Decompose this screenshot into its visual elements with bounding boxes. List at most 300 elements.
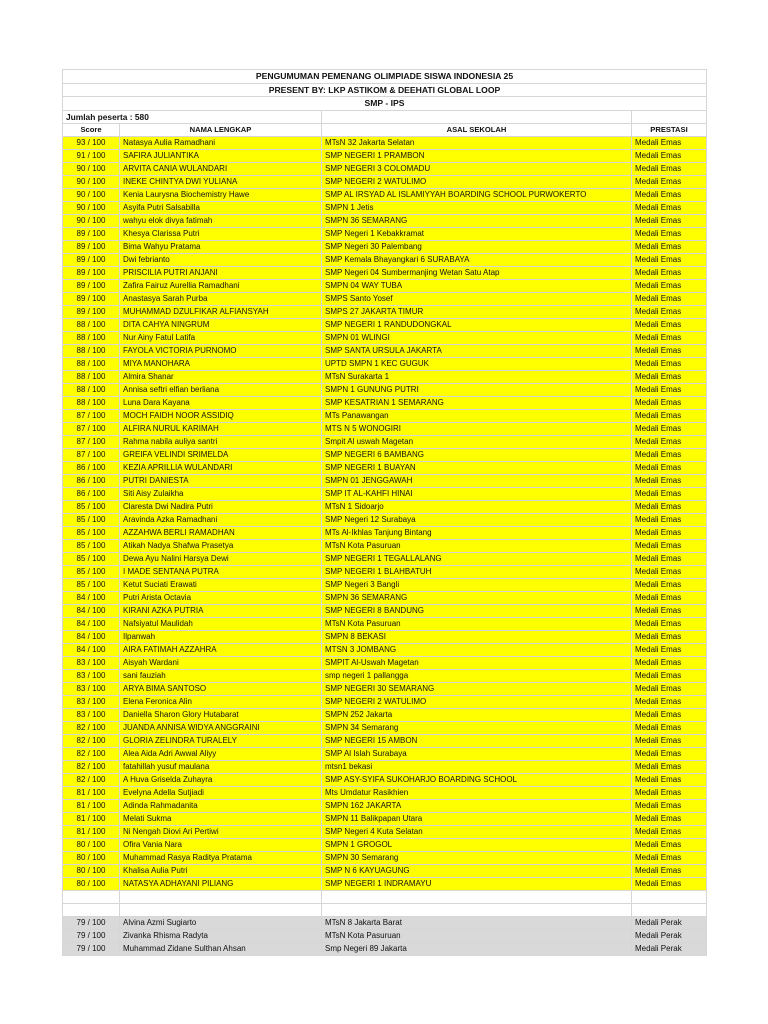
table-row: [63, 539, 707, 552]
score-cell: 88 / 100: [63, 396, 120, 409]
empty-cell: [120, 903, 322, 916]
table-row: [63, 591, 707, 604]
score-cell: 85 / 100: [63, 578, 120, 591]
name-cell: INEKE CHINTYA DWI YULIANA: [120, 175, 322, 188]
score-cell: 79 / 100: [63, 942, 120, 955]
name-cell: AIRA FATIMAH AZZAHRA: [120, 643, 322, 656]
name-cell: Nafsiyatul Maulidah: [120, 617, 322, 630]
school-cell: SMP N 6 KAYUAGUNG: [322, 864, 632, 877]
name-cell: Daniella Sharon Glory Hutabarat: [120, 708, 322, 721]
score-cell: 84 / 100: [63, 591, 120, 604]
table-row: [63, 266, 707, 279]
school-cell: SMPN 34 Semarang: [322, 721, 632, 734]
name-cell: Khalisa Aulia Putri: [120, 864, 322, 877]
table-row: [63, 838, 707, 851]
school-cell: MTsN Surakarta 1: [322, 370, 632, 383]
table-row: [63, 253, 707, 266]
name-cell: Alea Aida Adri Awwal Aliyy: [120, 747, 322, 760]
school-cell: Smpit Al uswah Magetan: [322, 435, 632, 448]
prize-cell: Medali Emas: [632, 435, 707, 448]
table-row: [63, 214, 707, 227]
school-cell: SMP SANTA URSULA JAKARTA: [322, 344, 632, 357]
prize-cell: Medali Emas: [632, 266, 707, 279]
prize-cell: Medali Emas: [632, 747, 707, 760]
score-cell: 88 / 100: [63, 357, 120, 370]
prize-cell: Medali Emas: [632, 461, 707, 474]
prize-cell: Medali Emas: [632, 136, 707, 149]
prize-cell: Medali Emas: [632, 448, 707, 461]
table-row: [63, 812, 707, 825]
table-row: [63, 513, 707, 526]
name-cell: Muhammad Zidane Sulthan Ahsan: [120, 942, 322, 955]
table-row: [63, 773, 707, 786]
table-row: [63, 136, 707, 149]
score-cell: 82 / 100: [63, 734, 120, 747]
table-row: [63, 396, 707, 409]
score-cell: 84 / 100: [63, 643, 120, 656]
school-cell: SMP NEGERI 1 BLAHBATUH: [322, 565, 632, 578]
school-cell: SMPN 01 WLINGI: [322, 331, 632, 344]
school-cell: SMPN 1 Jetis: [322, 201, 632, 214]
name-cell: I MADE SENTANA PUTRA: [120, 565, 322, 578]
score-cell: 83 / 100: [63, 682, 120, 695]
prize-cell: Medali Emas: [632, 227, 707, 240]
table-row: [63, 786, 707, 799]
prize-cell: Medali Perak: [632, 929, 707, 942]
table-row: [63, 578, 707, 591]
prize-cell: Medali Emas: [632, 370, 707, 383]
table-row: [63, 916, 707, 929]
name-cell: Nur Ainy Fatul Latifa: [120, 331, 322, 344]
name-cell: KEZIA APRILLIA WULANDARI: [120, 461, 322, 474]
empty-row: [63, 903, 707, 916]
school-cell: smp negeri 1 pallangga: [322, 669, 632, 682]
name-cell: fatahillah yusuf maulana: [120, 760, 322, 773]
table-row: [63, 175, 707, 188]
school-cell: SMP Negeri 4 Kuta Selatan: [322, 825, 632, 838]
score-cell: 82 / 100: [63, 760, 120, 773]
prize-cell: Medali Emas: [632, 643, 707, 656]
prize-cell: Medali Emas: [632, 279, 707, 292]
name-cell: Zafira Fairuz Aurellia Ramadhani: [120, 279, 322, 292]
school-cell: Smp Negeri 89 Jakarta: [322, 942, 632, 955]
name-cell: wahyu elok divya fatimah: [120, 214, 322, 227]
prize-cell: Medali Emas: [632, 357, 707, 370]
school-cell: SMP Al Islah Surabaya: [322, 747, 632, 760]
name-cell: Zivanka Rhisma Radyta: [120, 929, 322, 942]
score-cell: 83 / 100: [63, 708, 120, 721]
name-cell: Ilpanwah: [120, 630, 322, 643]
name-cell: Annisa seftri elfian berliana: [120, 383, 322, 396]
table-row: [63, 474, 707, 487]
school-cell: SMPN 36 SEMARANG: [322, 214, 632, 227]
score-cell: 85 / 100: [63, 552, 120, 565]
empty-cell: [63, 903, 120, 916]
school-cell: SMP Kemala Bhayangkari 6 SURABAYA: [322, 253, 632, 266]
table-row: [63, 487, 707, 500]
school-cell: MTsN 8 Jakarta Barat: [322, 916, 632, 929]
name-cell: Muhammad Rasya Raditya Pratama: [120, 851, 322, 864]
school-cell: SMP NEGERI 15 AMBON: [322, 734, 632, 747]
score-cell: 85 / 100: [63, 565, 120, 578]
school-cell: SMPN 8 BEKASI: [322, 630, 632, 643]
table-row: [63, 669, 707, 682]
score-cell: 81 / 100: [63, 812, 120, 825]
school-cell: MTSN 3 JOMBANG: [322, 643, 632, 656]
prize-cell: Medali Emas: [632, 318, 707, 331]
score-cell: 80 / 100: [63, 864, 120, 877]
score-cell: 84 / 100: [63, 604, 120, 617]
score-cell: 81 / 100: [63, 799, 120, 812]
empty-cell: [632, 890, 707, 903]
table-row: [63, 851, 707, 864]
name-cell: Aravinda Azka Ramadhani: [120, 513, 322, 526]
name-cell: Bima Wahyu Pratama: [120, 240, 322, 253]
name-cell: Asyifa Putri Salsabilla: [120, 201, 322, 214]
score-cell: 86 / 100: [63, 461, 120, 474]
prize-cell: Medali Emas: [632, 396, 707, 409]
score-cell: 84 / 100: [63, 617, 120, 630]
name-cell: GLORIA ZELINDRA TURALELY: [120, 734, 322, 747]
prize-cell: Medali Emas: [632, 565, 707, 578]
prize-cell: Medali Emas: [632, 188, 707, 201]
school-cell: SMP IT AL-KAHFI HINAI: [322, 487, 632, 500]
empty-cell: [322, 890, 632, 903]
table-row: [63, 435, 707, 448]
prize-cell: Medali Emas: [632, 487, 707, 500]
name-cell: Aisyah Wardani: [120, 656, 322, 669]
name-cell: MUHAMMAD DZULFIKAR ALFIANSYAH: [120, 305, 322, 318]
name-cell: Siti Aisy Zulaikha: [120, 487, 322, 500]
name-cell: Ofira Vania Nara: [120, 838, 322, 851]
score-cell: 81 / 100: [63, 825, 120, 838]
score-cell: 89 / 100: [63, 266, 120, 279]
score-cell: 90 / 100: [63, 214, 120, 227]
name-cell: ARVITA CANIA WULANDARI: [120, 162, 322, 175]
prize-cell: Medali Emas: [632, 331, 707, 344]
empty-row: [63, 890, 707, 903]
empty-cell: [120, 890, 322, 903]
presenter-title: PRESENT BY: LKP ASTIKOM & DEEHATI GLOBAL LOOP: [63, 83, 707, 97]
table-row: [63, 240, 707, 253]
table-row: [63, 448, 707, 461]
empty-cell: [322, 110, 632, 123]
school-cell: MTsN 1 Sidoarjo: [322, 500, 632, 513]
name-cell: Kenia Laurysna Biochemistry Hawe: [120, 188, 322, 201]
column-header-school: ASAL SEKOLAH: [322, 123, 632, 136]
name-cell: Natasya Aulia Ramadhani: [120, 136, 322, 149]
name-cell: PRISCILIA PUTRI ANJANI: [120, 266, 322, 279]
prize-cell: Medali Emas: [632, 409, 707, 422]
school-cell: MTs Al-Ikhlas Tanjung Bintang: [322, 526, 632, 539]
table-row: [63, 747, 707, 760]
table-row: [63, 617, 707, 630]
score-cell: 85 / 100: [63, 526, 120, 539]
name-cell: Claresta Dwi Nadira Putri: [120, 500, 322, 513]
table-row: [63, 526, 707, 539]
prize-cell: Medali Emas: [632, 812, 707, 825]
score-cell: 89 / 100: [63, 292, 120, 305]
school-cell: SMP NEGERI 1 RANDUDONGKAL: [322, 318, 632, 331]
results-table: [62, 69, 707, 956]
table-row: [63, 162, 707, 175]
school-cell: SMPN 11 Balikpapan Utara: [322, 812, 632, 825]
prize-cell: Medali Emas: [632, 682, 707, 695]
score-cell: 89 / 100: [63, 253, 120, 266]
school-cell: MTS N 5 WONOGIRI: [322, 422, 632, 435]
prize-cell: Medali Emas: [632, 201, 707, 214]
name-cell: AZZAHWA BERLI RAMADHAN: [120, 526, 322, 539]
score-cell: 82 / 100: [63, 747, 120, 760]
score-cell: 90 / 100: [63, 201, 120, 214]
school-cell: UPTD SMPN 1 KEC GUGUK: [322, 357, 632, 370]
prize-cell: Medali Emas: [632, 383, 707, 396]
school-cell: SMPN 30 Semarang: [322, 851, 632, 864]
school-cell: SMP ASY-SYIFA SUKOHARJO BOARDING SCHOOL: [322, 773, 632, 786]
score-cell: 89 / 100: [63, 227, 120, 240]
score-cell: 87 / 100: [63, 435, 120, 448]
table-row: [63, 344, 707, 357]
score-cell: 84 / 100: [63, 630, 120, 643]
name-cell: DITA CAHYA NINGRUM: [120, 318, 322, 331]
prize-cell: Medali Emas: [632, 773, 707, 786]
table-row: [63, 799, 707, 812]
score-cell: 89 / 100: [63, 305, 120, 318]
score-cell: 85 / 100: [63, 539, 120, 552]
score-cell: 80 / 100: [63, 877, 120, 890]
score-cell: 90 / 100: [63, 162, 120, 175]
score-cell: 90 / 100: [63, 188, 120, 201]
name-cell: Dwi febrianto: [120, 253, 322, 266]
empty-cell: [632, 903, 707, 916]
prize-cell: Medali Emas: [632, 500, 707, 513]
school-cell: SMPIT Al-Uswah Magetan: [322, 656, 632, 669]
school-cell: MTsN Kota Pasuruan: [322, 539, 632, 552]
column-header-score: Score: [63, 123, 120, 136]
score-cell: 87 / 100: [63, 409, 120, 422]
school-cell: SMP NEGERI 1 PRAMBON: [322, 149, 632, 162]
prize-cell: Medali Emas: [632, 838, 707, 851]
score-cell: 88 / 100: [63, 318, 120, 331]
score-cell: 80 / 100: [63, 838, 120, 851]
table-row: [63, 188, 707, 201]
school-cell: SMP Negeri 04 Sumbermanjing Wetan Satu Atap: [322, 266, 632, 279]
prize-cell: Medali Emas: [632, 799, 707, 812]
table-row: [63, 877, 707, 890]
school-cell: mtsn1 bekasi: [322, 760, 632, 773]
prize-cell: Medali Emas: [632, 864, 707, 877]
table-row: [63, 643, 707, 656]
prize-cell: Medali Emas: [632, 578, 707, 591]
table-row: [63, 929, 707, 942]
name-cell: GREIFA VELINDI SRIMELDA: [120, 448, 322, 461]
school-cell: SMPN 01 JENGGAWAH: [322, 474, 632, 487]
table-row: [63, 760, 707, 773]
prize-cell: Medali Emas: [632, 604, 707, 617]
title-row-1: [63, 70, 707, 84]
category-title: SMP - IPS: [63, 97, 707, 111]
prize-cell: Medali Emas: [632, 721, 707, 734]
name-cell: Khesya Clarissa Putri: [120, 227, 322, 240]
school-cell: SMP NEGERI 1 INDRAMAYU: [322, 877, 632, 890]
name-cell: Anastasya Sarah Purba: [120, 292, 322, 305]
school-cell: MTsN 32 Jakarta Selatan: [322, 136, 632, 149]
name-cell: Adinda Rahmadanita: [120, 799, 322, 812]
table-row: [63, 422, 707, 435]
prize-cell: Medali Emas: [632, 344, 707, 357]
prize-cell: Medali Emas: [632, 240, 707, 253]
name-cell: NATASYA ADHAYANI PILIANG: [120, 877, 322, 890]
prize-cell: Medali Emas: [632, 877, 707, 890]
school-cell: SMP NEGERI 8 BANDUNG: [322, 604, 632, 617]
prize-cell: Medali Emas: [632, 669, 707, 682]
prize-cell: Medali Emas: [632, 292, 707, 305]
score-cell: 93 / 100: [63, 136, 120, 149]
score-cell: 88 / 100: [63, 370, 120, 383]
school-cell: SMP NEGERI 2 WATULIMO: [322, 695, 632, 708]
table-row: [63, 942, 707, 955]
table-row: [63, 565, 707, 578]
name-cell: Rahma nabila auliya santri: [120, 435, 322, 448]
table-row: [63, 279, 707, 292]
table-row: [63, 292, 707, 305]
school-cell: SMP AL IRSYAD AL ISLAMIYYAH BOARDING SCHOOL PURWOKERTO: [322, 188, 632, 201]
name-cell: MOCH FAIDH NOOR ASSIDIQ: [120, 409, 322, 422]
name-cell: Evelyna Adella Sutjiadi: [120, 786, 322, 799]
column-header-name: NAMA LENGKAP: [120, 123, 322, 136]
score-cell: 83 / 100: [63, 656, 120, 669]
name-cell: Dewa Ayu Nalini Harsya Dewi: [120, 552, 322, 565]
table-row: [63, 409, 707, 422]
prize-cell: Medali Emas: [632, 760, 707, 773]
title-row-3: [63, 97, 707, 111]
prize-cell: Medali Emas: [632, 305, 707, 318]
name-cell: Melati Sukma: [120, 812, 322, 825]
school-cell: SMP NEGERI 6 BAMBANG: [322, 448, 632, 461]
score-cell: 87 / 100: [63, 422, 120, 435]
prize-cell: Medali Emas: [632, 253, 707, 266]
school-cell: SMPN 04 WAY TUBA: [322, 279, 632, 292]
prize-cell: Medali Perak: [632, 942, 707, 955]
table-row: [63, 500, 707, 513]
empty-cell: [63, 890, 120, 903]
empty-cell: [322, 903, 632, 916]
school-cell: MTsN Kota Pasuruan: [322, 617, 632, 630]
name-cell: Almira Shanar: [120, 370, 322, 383]
score-cell: 85 / 100: [63, 513, 120, 526]
score-cell: 83 / 100: [63, 695, 120, 708]
table-row: [63, 695, 707, 708]
name-cell: KIRANI AZKA PUTRIA: [120, 604, 322, 617]
table-row: [63, 552, 707, 565]
name-cell: Ketut Suciati Erawati: [120, 578, 322, 591]
table-row: [63, 630, 707, 643]
school-cell: SMPN 36 SEMARANG: [322, 591, 632, 604]
school-cell: SMP NEGERI 1 BUAYAN: [322, 461, 632, 474]
school-cell: SMPS 27 JAKARTA TIMUR: [322, 305, 632, 318]
table-row: [63, 734, 707, 747]
school-cell: SMPN 252 Jakarta: [322, 708, 632, 721]
table-row: [63, 708, 707, 721]
prize-cell: Medali Emas: [632, 175, 707, 188]
table-row: [63, 331, 707, 344]
prize-cell: Medali Emas: [632, 617, 707, 630]
table-row: [63, 604, 707, 617]
score-cell: 86 / 100: [63, 487, 120, 500]
prize-cell: Medali Emas: [632, 513, 707, 526]
school-cell: SMPN 162 JAKARTA: [322, 799, 632, 812]
spreadsheet: [62, 69, 706, 956]
score-cell: 89 / 100: [63, 279, 120, 292]
table-row: [63, 825, 707, 838]
prize-cell: Medali Emas: [632, 149, 707, 162]
score-cell: 86 / 100: [63, 474, 120, 487]
prize-cell: Medali Emas: [632, 695, 707, 708]
score-cell: 82 / 100: [63, 721, 120, 734]
prize-cell: Medali Emas: [632, 656, 707, 669]
column-header-row: [63, 123, 707, 136]
table-row: [63, 201, 707, 214]
name-cell: Ni Nengah Diovi Ari Pertiwi: [120, 825, 322, 838]
table-row: [63, 318, 707, 331]
score-cell: 80 / 100: [63, 851, 120, 864]
table-row: [63, 682, 707, 695]
school-cell: SMPS Santo Yosef: [322, 292, 632, 305]
school-cell: MTs Panawangan: [322, 409, 632, 422]
prize-cell: Medali Emas: [632, 851, 707, 864]
score-cell: 79 / 100: [63, 916, 120, 929]
score-cell: 89 / 100: [63, 240, 120, 253]
table-row: [63, 721, 707, 734]
prize-cell: Medali Emas: [632, 214, 707, 227]
school-cell: SMP NEGERI 3 COLOMADU: [322, 162, 632, 175]
score-cell: 79 / 100: [63, 929, 120, 942]
column-header-prize: PRESTASI: [632, 123, 707, 136]
prize-cell: Medali Emas: [632, 734, 707, 747]
name-cell: ARYA BIMA SANTOSO: [120, 682, 322, 695]
prize-cell: Medali Emas: [632, 422, 707, 435]
school-cell: Mts Umdatur Rasikhien: [322, 786, 632, 799]
name-cell: Putri Arista Octavia: [120, 591, 322, 604]
name-cell: Luna Dara Kayana: [120, 396, 322, 409]
score-cell: 88 / 100: [63, 383, 120, 396]
prize-cell: Medali Emas: [632, 591, 707, 604]
score-cell: 81 / 100: [63, 786, 120, 799]
name-cell: PUTRI DANIESTA: [120, 474, 322, 487]
name-cell: MIYA MANOHARA: [120, 357, 322, 370]
school-cell: SMP NEGERI 1 TEGALLALANG: [322, 552, 632, 565]
prize-cell: Medali Emas: [632, 526, 707, 539]
prize-cell: Medali Emas: [632, 552, 707, 565]
name-cell: sani fauziah: [120, 669, 322, 682]
prize-cell: Medali Emas: [632, 162, 707, 175]
table-row: [63, 864, 707, 877]
name-cell: FAYOLA VICTORIA PURNOMO: [120, 344, 322, 357]
table-row: [63, 656, 707, 669]
announcement-title: PENGUMUMAN PEMENANG OLIMPIADE SISWA INDONESIA 25: [63, 70, 707, 84]
table-row: [63, 370, 707, 383]
school-cell: SMP Negeri 1 Kebakkramat: [322, 227, 632, 240]
participant-count: Jumlah peserta : 580: [63, 110, 322, 123]
score-cell: 88 / 100: [63, 331, 120, 344]
prize-cell: Medali Emas: [632, 630, 707, 643]
name-cell: Elena Feronica Alin: [120, 695, 322, 708]
school-cell: SMPN 1 GROGOL: [322, 838, 632, 851]
prize-cell: Medali Emas: [632, 474, 707, 487]
score-cell: 90 / 100: [63, 175, 120, 188]
prize-cell: Medali Emas: [632, 539, 707, 552]
table-row: [63, 305, 707, 318]
